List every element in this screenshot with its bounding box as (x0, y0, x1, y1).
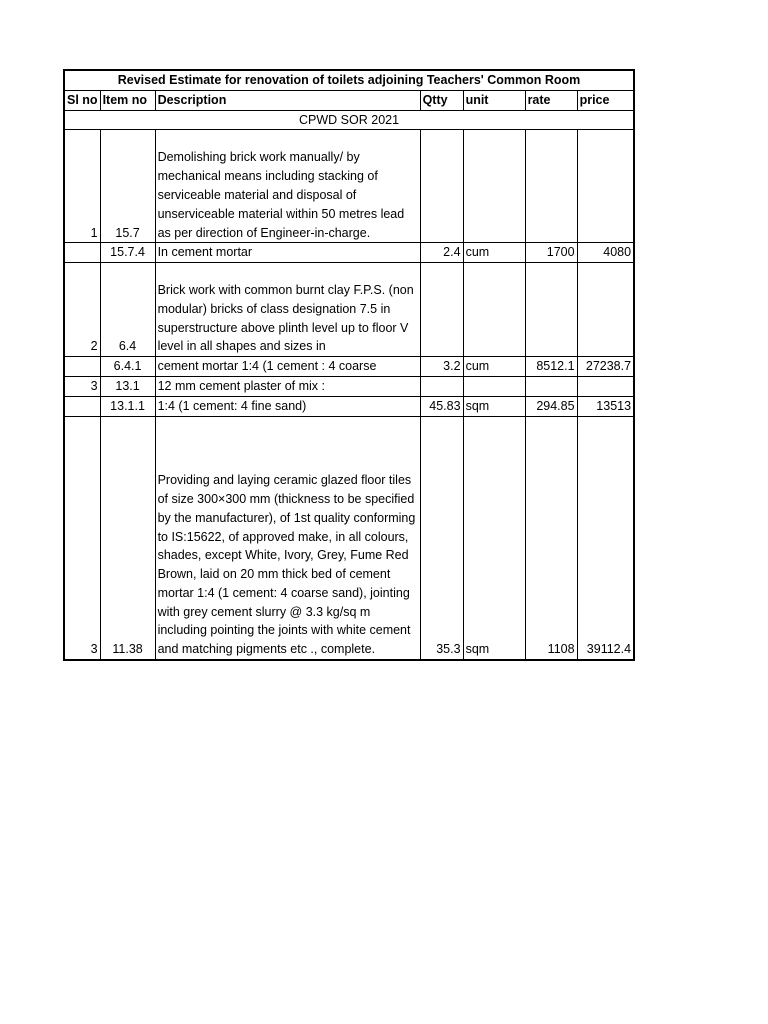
description-cell: Demolishing brick work manually/ by mechanical means including stacking of serviceable material and disposal of unserviceable material within 50 metres lead as per direction of Engineer-in-charge. (155, 130, 420, 243)
rate-cell: 1700 (525, 243, 577, 263)
table-row (64, 130, 634, 243)
unit-cell (463, 130, 525, 243)
rate-cell (525, 130, 577, 243)
unit-cell: sqm (463, 416, 525, 660)
header-sl-no: Sl no (64, 90, 100, 110)
sl-no-cell: 3 (64, 416, 100, 660)
item-no-cell: 6.4.1 (100, 357, 155, 377)
unit-cell: cum (463, 357, 525, 377)
estimate-title: Revised Estimate for renovation of toilets adjoining Teachers' Common Room (64, 70, 634, 90)
qtty-cell: 45.83 (420, 396, 463, 416)
rate-cell (525, 263, 577, 357)
price-cell: 13513 (577, 396, 634, 416)
description-cell: cement mortar 1:4 (1 cement : 4 coarse (155, 357, 420, 377)
description-cell: 12 mm cement plaster of mix : (155, 376, 420, 396)
qtty-cell (420, 376, 463, 396)
price-cell (577, 376, 634, 396)
table-row (64, 376, 634, 396)
sl-no-cell (64, 243, 100, 263)
header-description: Description (155, 90, 420, 110)
price-cell: 4080 (577, 243, 634, 263)
table-row (64, 243, 634, 263)
item-no-cell: 13.1 (100, 376, 155, 396)
qtty-cell: 3.2 (420, 357, 463, 377)
item-no-cell: 13.1.1 (100, 396, 155, 416)
qtty-cell: 35.3 (420, 416, 463, 660)
table-row (64, 357, 634, 377)
estimate-table (63, 69, 635, 661)
item-no-cell: 15.7.4 (100, 243, 155, 263)
sl-no-cell (64, 357, 100, 377)
header-item-no: Item no (100, 90, 155, 110)
table-row (64, 416, 634, 660)
unit-cell (463, 263, 525, 357)
header-row (64, 90, 634, 110)
sl-no-cell (64, 396, 100, 416)
rate-cell: 8512.1 (525, 357, 577, 377)
description-cell: Providing and laying ceramic glazed floor tiles of size 300×300 mm (thickness to be specified by the manufacturer), of 1st quality conforming to IS:15622, of approved make, in all colours, shades, except White, Ivory, Grey, Fume Red Brown, laid on 20 mm thick bed of cement mortar 1:4 (1 cement: 4 coarse sand), jointing with grey cement slurry @ 3.3 kg/sq m including pointing the joints with white cement and matching pigments etc ., complete. (155, 416, 420, 660)
header-unit: unit (463, 90, 525, 110)
section-row (64, 110, 634, 130)
qtty-cell (420, 130, 463, 243)
header-rate: rate (525, 90, 577, 110)
table-row (64, 263, 634, 357)
section-label: CPWD SOR 2021 (64, 110, 634, 130)
item-no-cell: 11.38 (100, 416, 155, 660)
header-price: price (577, 90, 634, 110)
sl-no-cell: 3 (64, 376, 100, 396)
rate-cell (525, 376, 577, 396)
description-cell: Brick work with common burnt clay F.P.S. (non modular) bricks of class designation 7.5 in superstructure above plinth level up to floor V level in all shapes and sizes in (155, 263, 420, 357)
price-cell (577, 130, 634, 243)
sl-no-cell: 1 (64, 130, 100, 243)
qtty-cell (420, 263, 463, 357)
header-qtty: Qtty (420, 90, 463, 110)
item-no-cell: 6.4 (100, 263, 155, 357)
rate-cell: 294.85 (525, 396, 577, 416)
item-no-cell: 15.7 (100, 130, 155, 243)
qtty-cell: 2.4 (420, 243, 463, 263)
rate-cell: 1108 (525, 416, 577, 660)
price-cell (577, 263, 634, 357)
unit-cell (463, 376, 525, 396)
description-cell: In cement mortar (155, 243, 420, 263)
title-row (64, 70, 634, 90)
unit-cell: cum (463, 243, 525, 263)
table-row (64, 396, 634, 416)
sl-no-cell: 2 (64, 263, 100, 357)
unit-cell: sqm (463, 396, 525, 416)
description-cell: 1:4 (1 cement: 4 fine sand) (155, 396, 420, 416)
price-cell: 27238.7 (577, 357, 634, 377)
price-cell: 39112.4 (577, 416, 634, 660)
